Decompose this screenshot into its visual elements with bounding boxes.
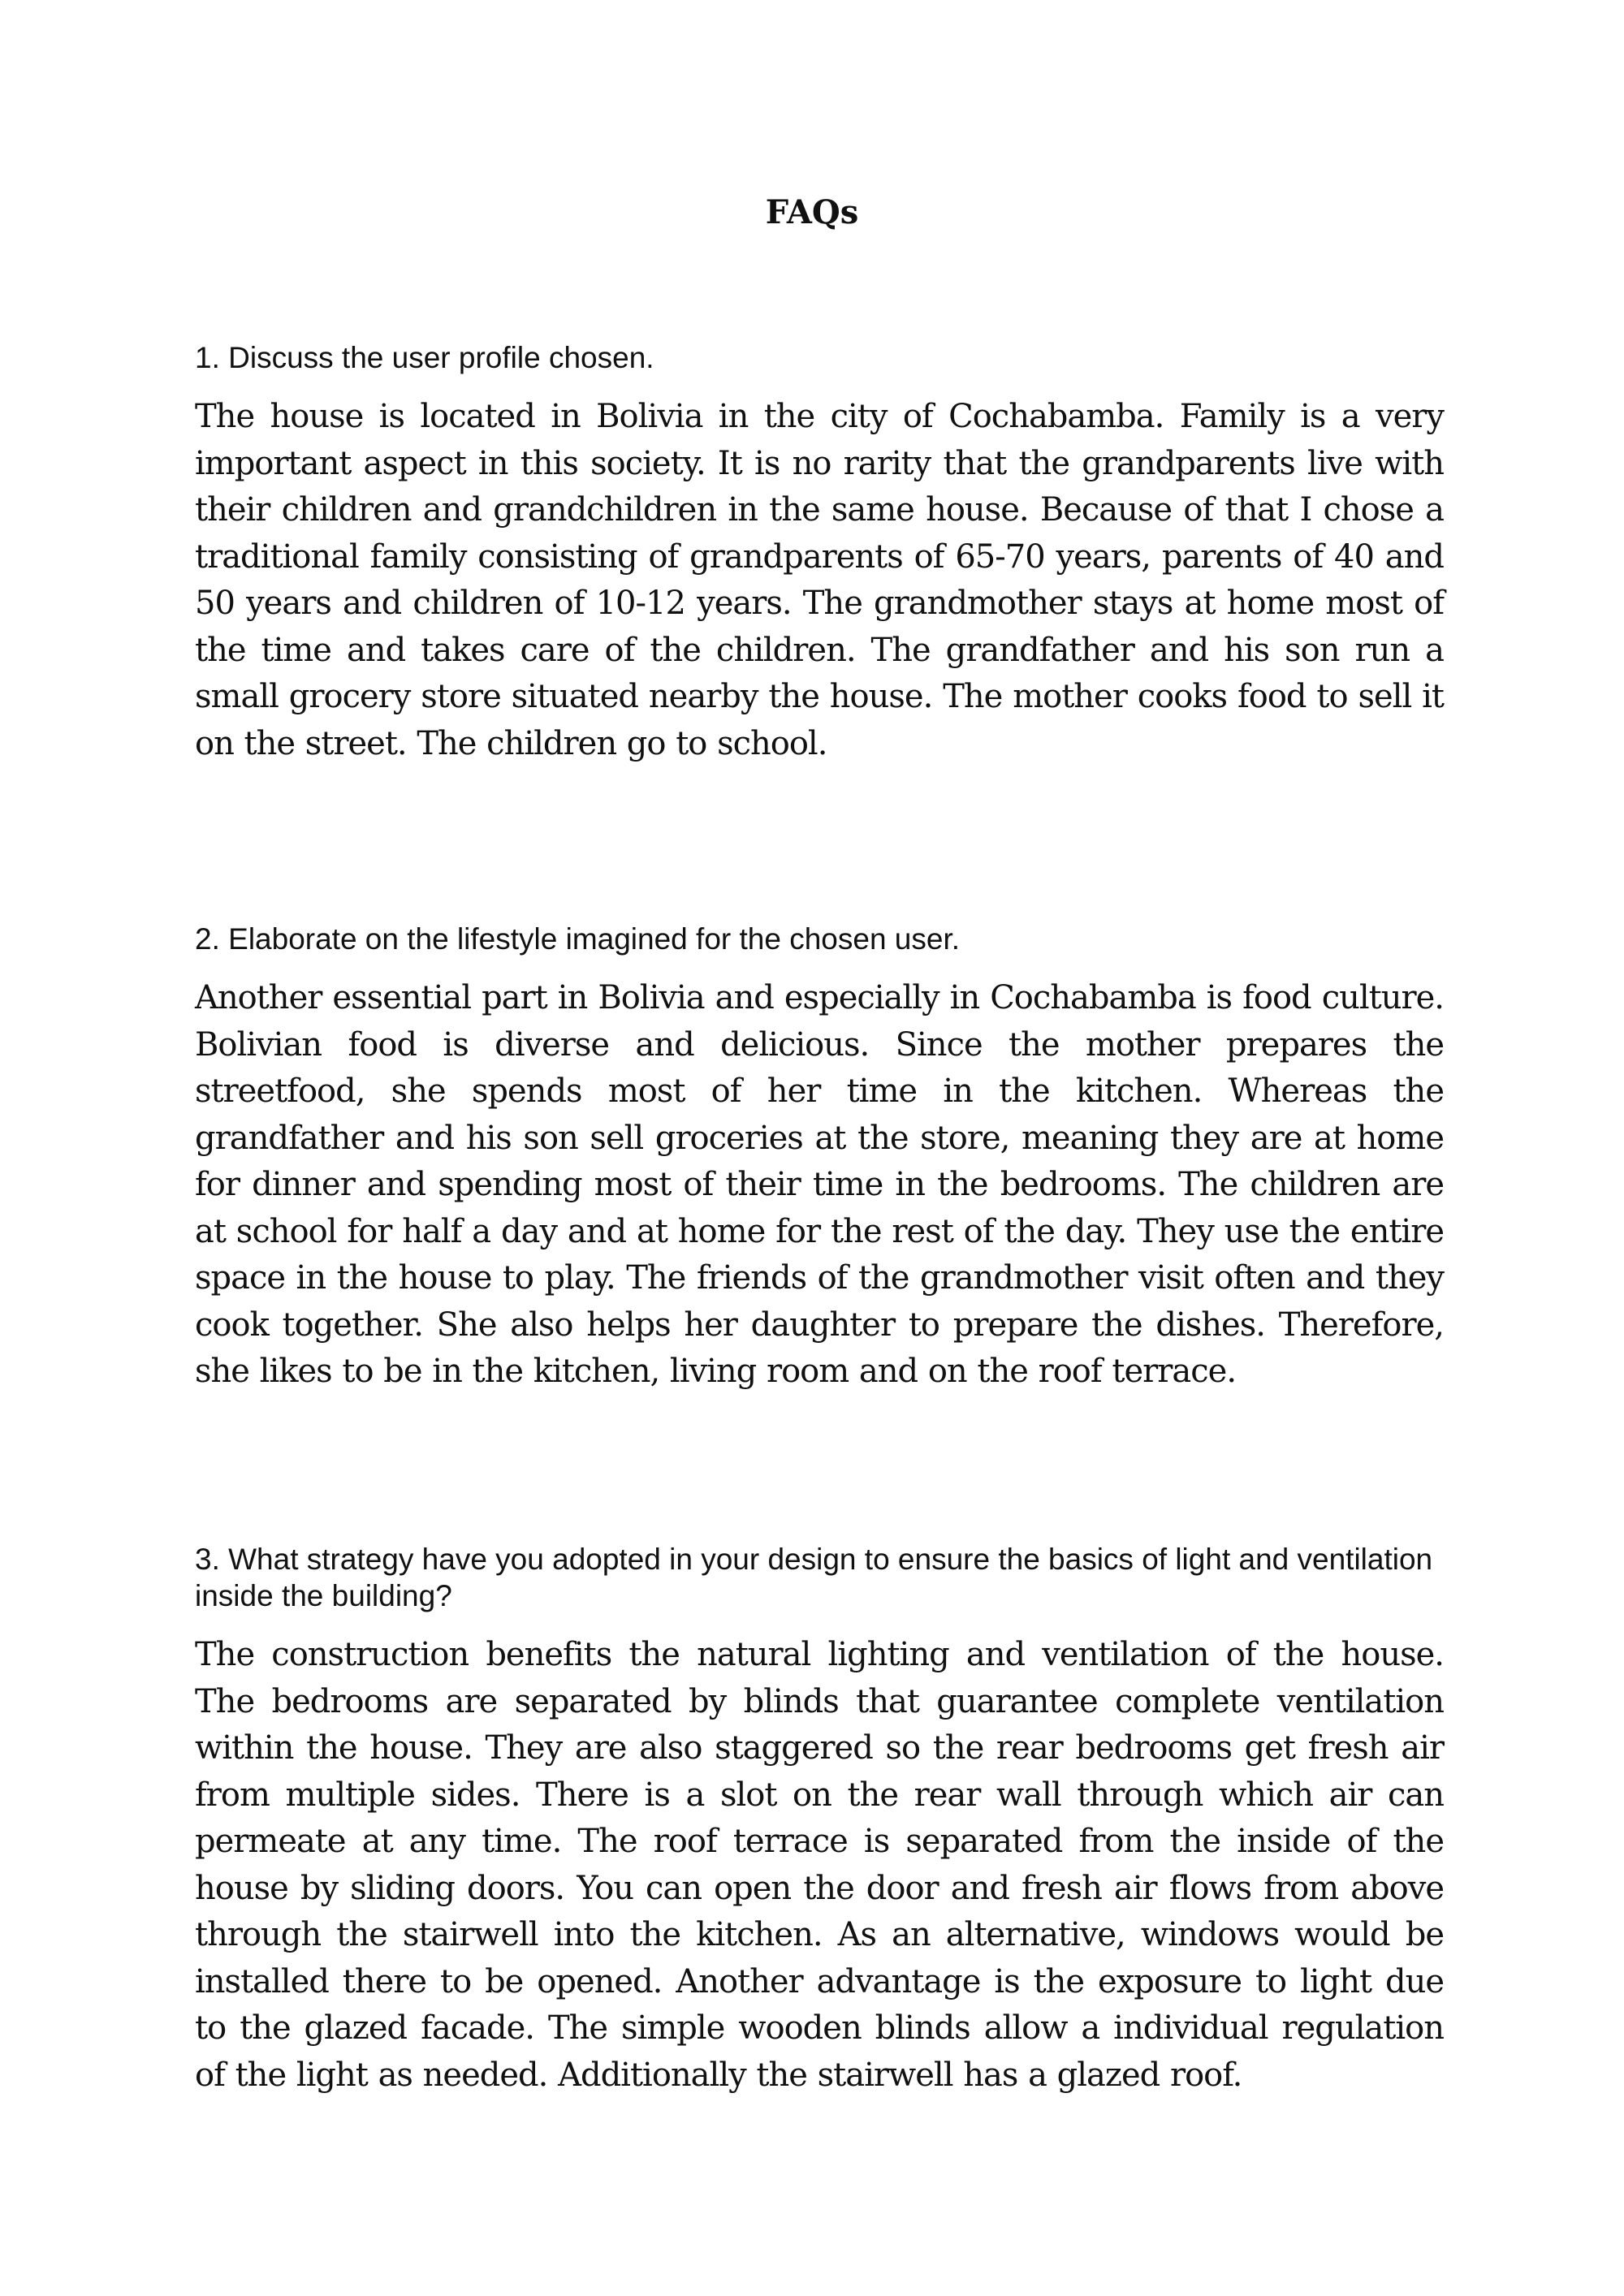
page-title: FAQs [765, 193, 859, 231]
faq-answer-1: The house is located in Bolivia in the city of Cochabamba. Family is a very important aspect in this society. It is no rarity that the grandparents live with their children and grandchildren in the same house. Because of that I chose a traditional family consisting of grandparents of 65-70 years, parents of 40 and 50 years and children of 10-12 years. The grandmother stays at home most of the time and takes care of the children. The grandfather and his son run a small grocery store situated nearby the house. The mother cooks food to sell it on the street. The children go to school. [195, 398, 1444, 762]
faq-question-1: 1. Discuss the user profile chosen. [195, 341, 654, 374]
faq-answer-3: The construction benefits the natural lighting and ventilation of the house. The bedrooms are separated by blinds that guarantee complete ventilation within the house. They are also staggered so the rear bedrooms get fresh air from multiple sides. There is a slot on the rear wall through which air can permeate at any time. The roof terrace is separated from the inside of the house by sliding doors. You can open the door and fresh air flows from above through the stairwell into the kitchen. As an alternative, windows would be installed there to be opened. Another advantage is the exposure to light due to the glazed facade. The simple wooden blinds allow a individual regulation of the light as needed. Additionally the stairwell has a glazed roof. [195, 1636, 1444, 2094]
faq-item-3 [195, 1541, 1444, 2099]
faq-answer-2: Another essential part in Bolivia and especially in Cochabamba is food culture. Bolivian food is diverse and delicious. Since the mother prepares the streetfood, she spends most of her time in the kitchen. Whereas the grandfather and his son sell groceries at the store, meaning they are at home for dinner and spending most of their time in the bedrooms. The children are at school for half a day and at home for the rest of the day. They use the entire space in the house to play. The friends of the grandmother visit often and they cook together. She also helps her daughter to prepare the dishes. Therefore, she likes to be in the kitchen, living room and on the roof terrace. [195, 979, 1444, 1390]
faq-item-1 [195, 339, 1444, 767]
faq-item-2 [195, 921, 1444, 1396]
faq-question-2: 2. Elaborate on the lifestyle imagined for the chosen user. [195, 922, 961, 956]
faq-question-3: 3. What strategy have you adopted in your design to ensure the basics of light and ventilation inside the building? [195, 1543, 1433, 1612]
